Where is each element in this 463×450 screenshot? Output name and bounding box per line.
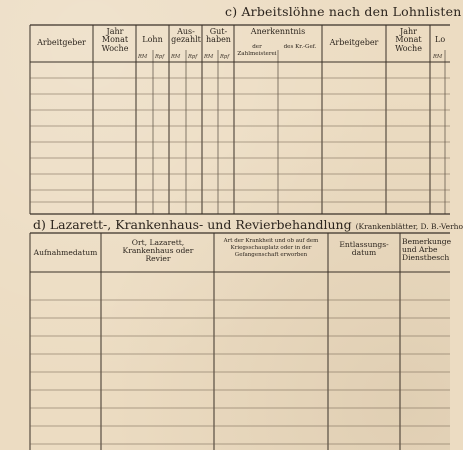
col-anerkenntnis-des: des Kr.-Gef. — [283, 44, 317, 50]
unit-rpf-lohn: Rpf — [155, 54, 165, 60]
unit-rpf-ausgezahlt: Rpf — [188, 54, 198, 60]
unit-rm-lohn-2: RM — [433, 54, 443, 60]
unit-rm-guthaben: RM — [204, 54, 214, 60]
col-jahr-monat-woche-2: Jahr Monat Woche — [395, 27, 422, 53]
col-guthaben: Gut- haben — [206, 27, 231, 45]
col-lohn: Lohn — [142, 35, 163, 44]
col-ort: Ort, Lazarett, Krankenhaus oder Revier — [122, 238, 194, 263]
col-aufnahmedatum: Aufnahmedatum — [33, 248, 98, 257]
unit-rpf-guthaben: Rpf — [220, 54, 230, 60]
col-anerkenntnis-der: der Zahlmeisterei — [237, 44, 277, 58]
col-art-der-krankheit: Art der Krankheit und ob auf dem Kriegsschauplatz oder in der Gefangenschaft erworben — [223, 238, 319, 258]
unit-rm-ausgezahlt: RM — [171, 54, 181, 60]
col-arbeitgeber: Arbeitgeber — [37, 38, 86, 47]
col-lohn-2: Lo — [435, 35, 446, 44]
section-d-title: d) Lazarett-, Krankenhaus- und Revierbehandlung — [33, 217, 352, 232]
col-entlassungsdatum: Entlassungs- datum — [339, 240, 389, 257]
col-ausgezahlt: Aus- gezahlt — [171, 27, 201, 45]
unit-rm-lohn: RM — [138, 54, 148, 60]
section-d-subheading: (Krankenblätter, D. B.-Verho — [355, 222, 463, 231]
col-anerkenntnis: Anerkenntnis — [250, 27, 306, 36]
col-bemerkungen: Bemerkunge und Arbe Dienstbesch — [402, 237, 452, 262]
col-jahr-monat-woche: Jahr Monat Woche — [101, 27, 129, 53]
section-c-heading: c) Arbeitslöhne nach den Lohnlisten — [225, 4, 462, 19]
col-arbeitgeber-2: Arbeitgeber — [329, 38, 379, 47]
